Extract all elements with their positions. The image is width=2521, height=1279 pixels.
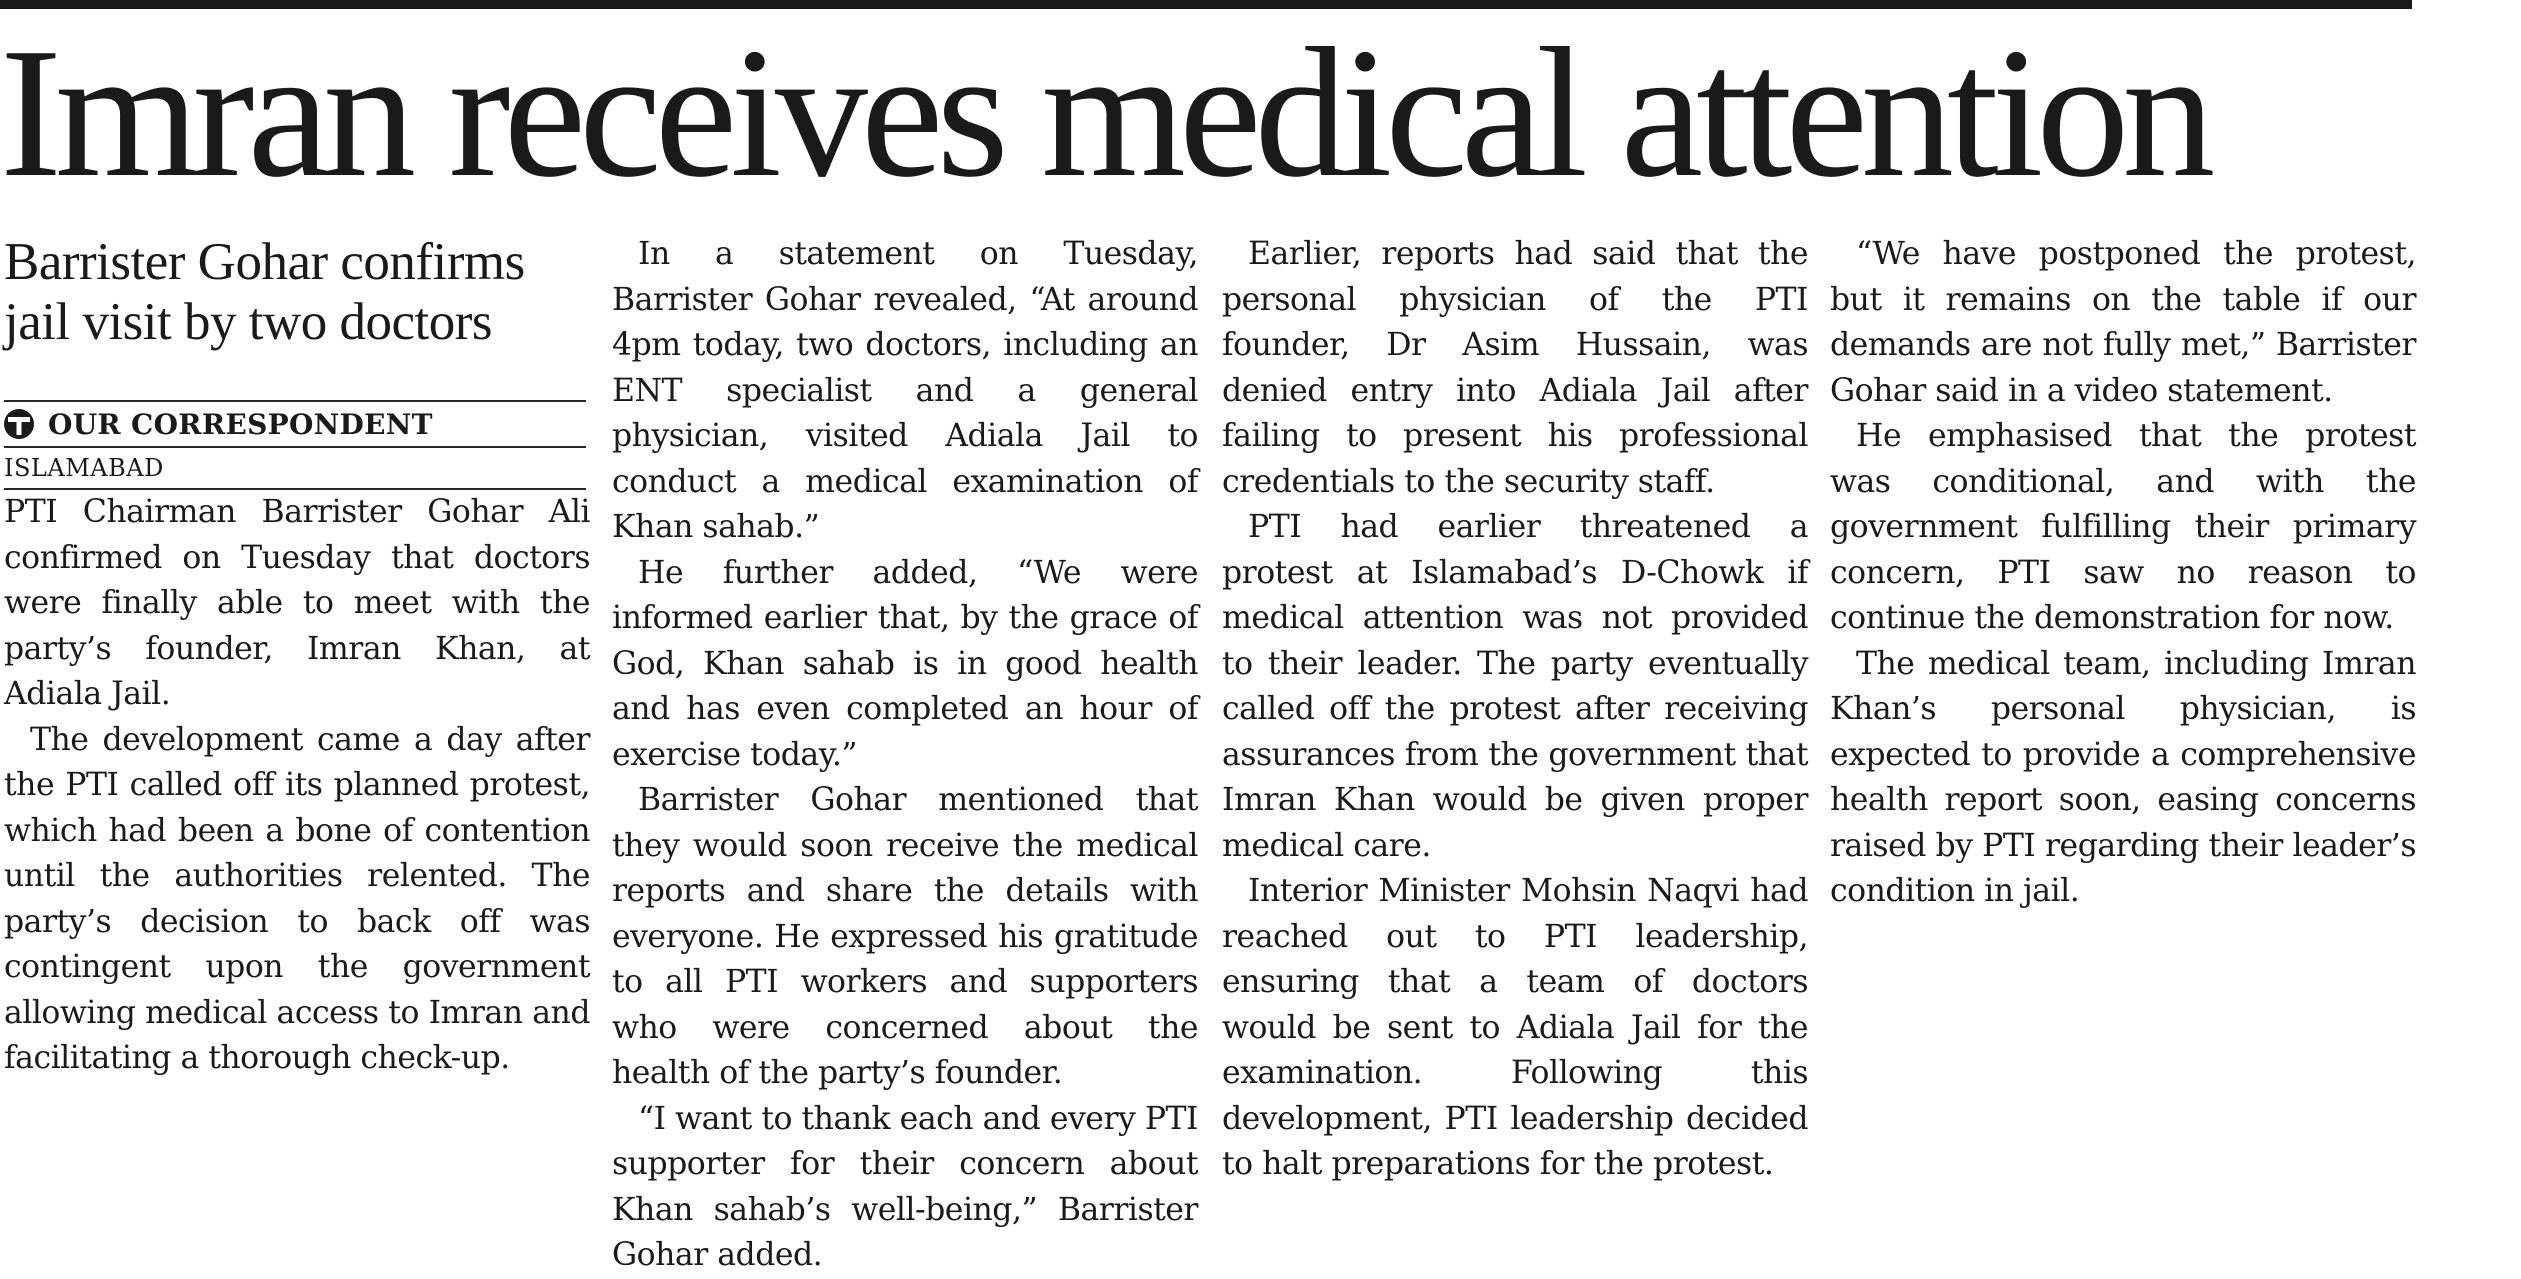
article-paragraph: PTI had earlier threatened a protest at Islamabad’s D-Chowk if medical attention was not provided to their leader. The party eventually called off the protest after receiving assurances from the government that Imran Khan would be given proper medical care. [1222, 509, 1808, 864]
byline-block [4, 400, 590, 490]
column-2 [612, 232, 1198, 1279]
t-logo-icon [4, 409, 34, 439]
article-paragraph: “I want to thank each and every PTI supporter for their concern about Khan sahab’s well-being,” Barrister Gohar added. [612, 1100, 1198, 1273]
article-paragraph: He emphasised that the protest was conditional, and with the government fulfilling their primary concern, PTI saw no reason to continue the demonstration for now. [1830, 418, 2416, 636]
column-4 [1830, 232, 2416, 915]
article-paragraph: The development came a day after the PTI called off its planned protest, which had been a bone of contention until the authorities relented. The party’s decision to back off was contingent upon the government allowing medical access to Imran and facilitating a thorough check-up. [4, 721, 590, 1076]
article-paragraph: PTI Chairman Barrister Gohar Ali confirmed on Tuesday that doctors were finally able to meet with the party’s founder, Imran Khan, at Adiala Jail. [4, 494, 590, 712]
article-paragraph: The medical team, including Imran Khan’s personal physician, is expected to provide a comprehensive health report soon, easing concerns raised by PTI regarding their leader’s condition in jail. [1830, 645, 2416, 909]
article-paragraph: “We have postponed the protest, but it remains on the table if our demands are not fully met,” Barrister Gohar said in a video statement. [1830, 236, 2416, 409]
column-1 [4, 232, 590, 1082]
headline: Imran receives medical attention [0, 10, 2209, 216]
article-paragraph: He further added, “We were informed earlier that, by the grace of God, Khan sahab is in good health and has even completed an hour of exercise today.” [612, 554, 1198, 773]
dateline: ISLAMABAD [4, 448, 586, 490]
article-paragraph: Barrister Gohar mentioned that they would soon receive the medical reports and share the details with everyone. He expressed his gratitude to all PTI workers and supporters who were concerned about the health of the party’s founder. [612, 782, 1198, 1091]
top-rule [0, 0, 2412, 9]
deck-subheadline: Barrister Gohar confirms jail visit by two doctors [4, 233, 525, 351]
byline-text: OUR CORRESPONDENT [48, 407, 433, 441]
column-3 [1222, 232, 1808, 1188]
article-paragraph: Earlier, reports had said that the personal physician of the PTI founder, Dr Asim Hussain, was denied entry into Adiala Jail after failing to present his professional credentials to the security staff. [1222, 236, 1808, 500]
article-paragraph: In a statement on Tuesday, Barrister Gohar revealed, “At around 4pm today, two doctors, including an ENT specialist and a general physician, visited Adiala Jail to conduct a medical examination of Khan sahab.” [612, 236, 1198, 545]
article-paragraph: Interior Minister Mohsin Naqvi had reached out to PTI leadership, ensuring that a team of doctors would be sent to Adiala Jail for the examination. Following this development, PTI leadership decided to halt preparations for the protest. [1222, 873, 1808, 1182]
byline [4, 402, 590, 446]
